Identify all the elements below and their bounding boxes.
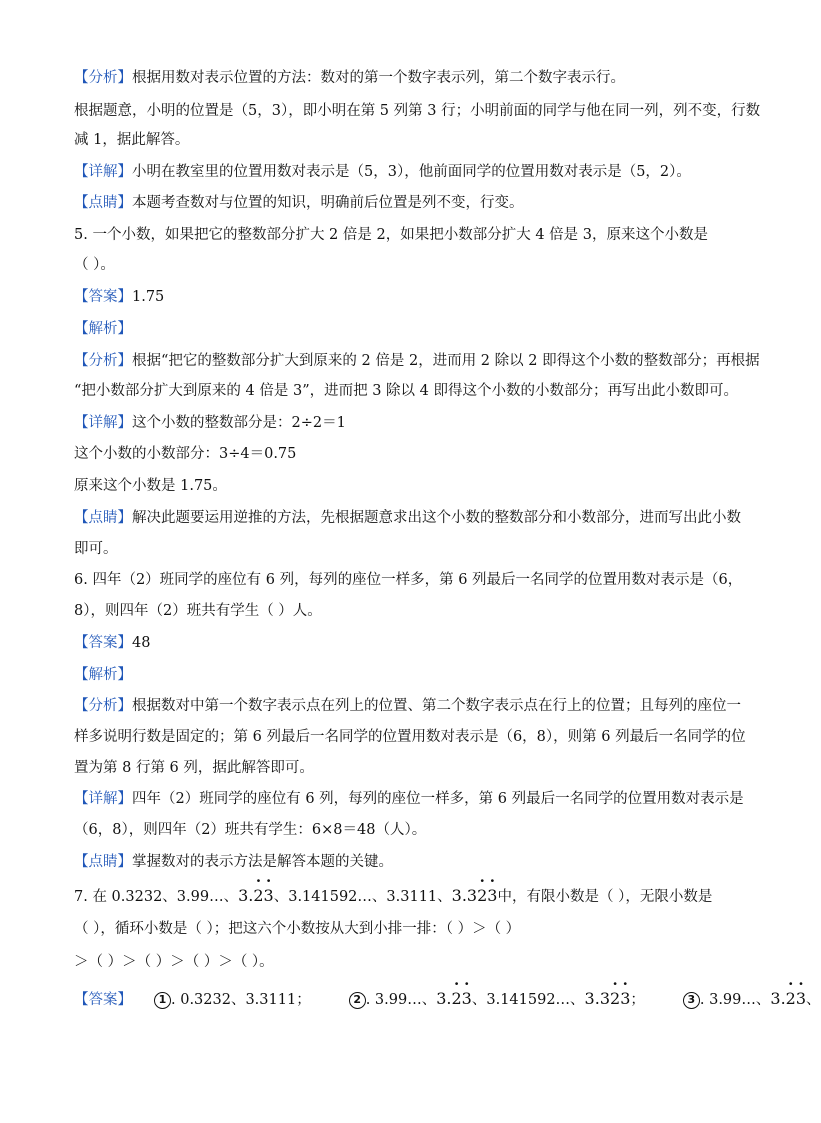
text-line: 【点睛】本题考查数对与位置的知识，明确前后位置是列不变，行变。: [74, 195, 524, 211]
section-tag: 【分析】: [74, 353, 132, 369]
question-7-line-1: 7. 在 0.3232、3.99…、3.· 2· 3、3.141592…、3.3111、3.3· 2· 3中，有限小数是（ ），无限小数是: [74, 886, 734, 907]
section-tag: 【解析】: [74, 667, 132, 683]
answer-line: 【答案】48: [74, 635, 151, 651]
section-tag: 【点睛】: [74, 854, 132, 870]
text-line: “把小数部分扩大到原来的 4 倍是 3”，进而把 3 除以 4 即得这个小数的小数部分；再写出此小数即可。: [74, 383, 738, 399]
text-line: 样多说明行数是固定的；第 6 列最后一名同学的位置用数对表示是（6，8），则第 6 列最后一名同学的位: [74, 729, 746, 745]
repeating-decimal: 3.3· 2· 3: [452, 886, 498, 905]
section-tag: 【分析】: [74, 698, 132, 714]
question-line: 5. 一个小数，如果把它的整数部分扩大 2 倍是 2，如果把小数部分扩大 4 倍是 3，原来这个小数是: [74, 227, 708, 243]
text-line: 这个小数的小数部分：3÷4＝0.75: [74, 446, 297, 462]
question-line: （ ）。: [74, 257, 115, 273]
section-tag: 【点睛】: [74, 195, 132, 211]
repeat-dot: · 3: [796, 989, 806, 1009]
repeat-dot: · 2: [253, 886, 263, 906]
repeating-decimal: 3.· 2· 3: [238, 886, 274, 905]
text-line: 减 1，据此解答。: [74, 132, 190, 148]
text-line: 【详解】四年（2）班同学的座位有 6 列，每列的座位一样多，第 6 列最后一名同学的位置用数对表示是: [74, 791, 744, 807]
section-tag: 【详解】: [74, 164, 132, 180]
repeating-decimal: 3.· 2· 3: [770, 989, 806, 1008]
text-line: [74, 665, 734, 685]
section-tag: 【解析】: [74, 321, 132, 337]
text-line: （6，8），则四年（2）班共有学生：6×8＝48（人）。: [74, 822, 427, 838]
section-tag: 【答案】: [74, 635, 132, 651]
text-line: 置为第 8 行第 6 列，据此解答即可。: [74, 760, 314, 776]
text-line: [74, 319, 734, 339]
answer-line: 【答案】1.75: [74, 289, 165, 305]
text-line: 【分析】根据用数对表示位置的方法：数对的第一个数字表示列，第二个数字表示行。: [74, 70, 625, 86]
repeating-decimal: 3.· 2· 3: [436, 989, 472, 1008]
text-line: 即可。: [74, 541, 118, 557]
repeat-dot: · 3: [264, 886, 274, 906]
question-7-line-3: ＞（ ）＞（ ）＞（ ）＞（ ）。: [74, 954, 274, 970]
repeat-dot: · 2: [610, 989, 620, 1009]
section-tag: 【答案】: [74, 992, 132, 1008]
section-tag: 【详解】: [74, 791, 132, 807]
circled-number-icon: 3: [683, 992, 700, 1009]
text-line: 【详解】小明在教室里的位置用数对表示是（5，3），他前面同学的位置用数对表示是（5，2）。: [74, 164, 691, 180]
text-line: 原来这个小数是 1.75。: [74, 478, 227, 494]
text-line: 根据题意，小明的位置是（5，3），即小明在第 5 列第 3 行；小明前面的同学与他在同一列，列不变，行数: [74, 103, 761, 119]
answer-7-line: 【答案】 1 . 0.3232、3.3111； 2 . 3.99…、3.· 2· 3、3.141592…、3.3· 2· 3； 3 . 3.99…、3.· 2· 3、: [74, 989, 734, 1010]
text-line: 【点睛】解决此题要运用逆推的方法，先根据题意求出这个小数的整数部分和小数部分，进而写出此小数: [74, 510, 741, 526]
section-tag: 【分析】: [74, 70, 132, 86]
text-line: 【点睛】掌握数对的表示方法是解答本题的关键。: [74, 854, 393, 870]
text-line: 【分析】根据数对中第一个数字表示点在列上的位置、第二个数字表示点在行上的位置；且每列的座位一: [74, 698, 741, 714]
repeat-dot: · 3: [487, 886, 497, 906]
repeating-decimal: 3.3· 2· 3: [585, 989, 631, 1008]
repeat-dot: · 2: [477, 886, 487, 906]
question-line: 6. 四年（2）班同学的座位有 6 列，每列的座位一样多，第 6 列最后一名同学的位置用数对表示是（6，: [74, 572, 743, 588]
section-tag: 【详解】: [74, 415, 132, 431]
repeat-dot: · 3: [462, 989, 472, 1009]
section-tag: 【点睛】: [74, 510, 132, 526]
repeat-dot: · 2: [786, 989, 796, 1009]
circled-number-icon: 1: [154, 992, 171, 1009]
text-line: 【详解】这个小数的整数部分是：2÷2＝1: [74, 415, 346, 431]
section-tag: 【答案】: [74, 289, 132, 305]
text-line: 【分析】根据“把它的整数部分扩大到原来的 2 倍是 2，进而用 2 除以 2 即得这个小数的整数部分；再根据: [74, 353, 760, 369]
repeat-dot: · 2: [451, 989, 461, 1009]
circled-number-icon: 2: [349, 992, 366, 1009]
question-7-line-2: （ ），循环小数是（ ）；把这六个小数按从大到小排一排：（ ）＞（ ）: [74, 921, 521, 937]
repeat-dot: · 3: [620, 989, 630, 1009]
question-line: 8），则四年（2）班共有学生（ ）人。: [74, 603, 322, 619]
